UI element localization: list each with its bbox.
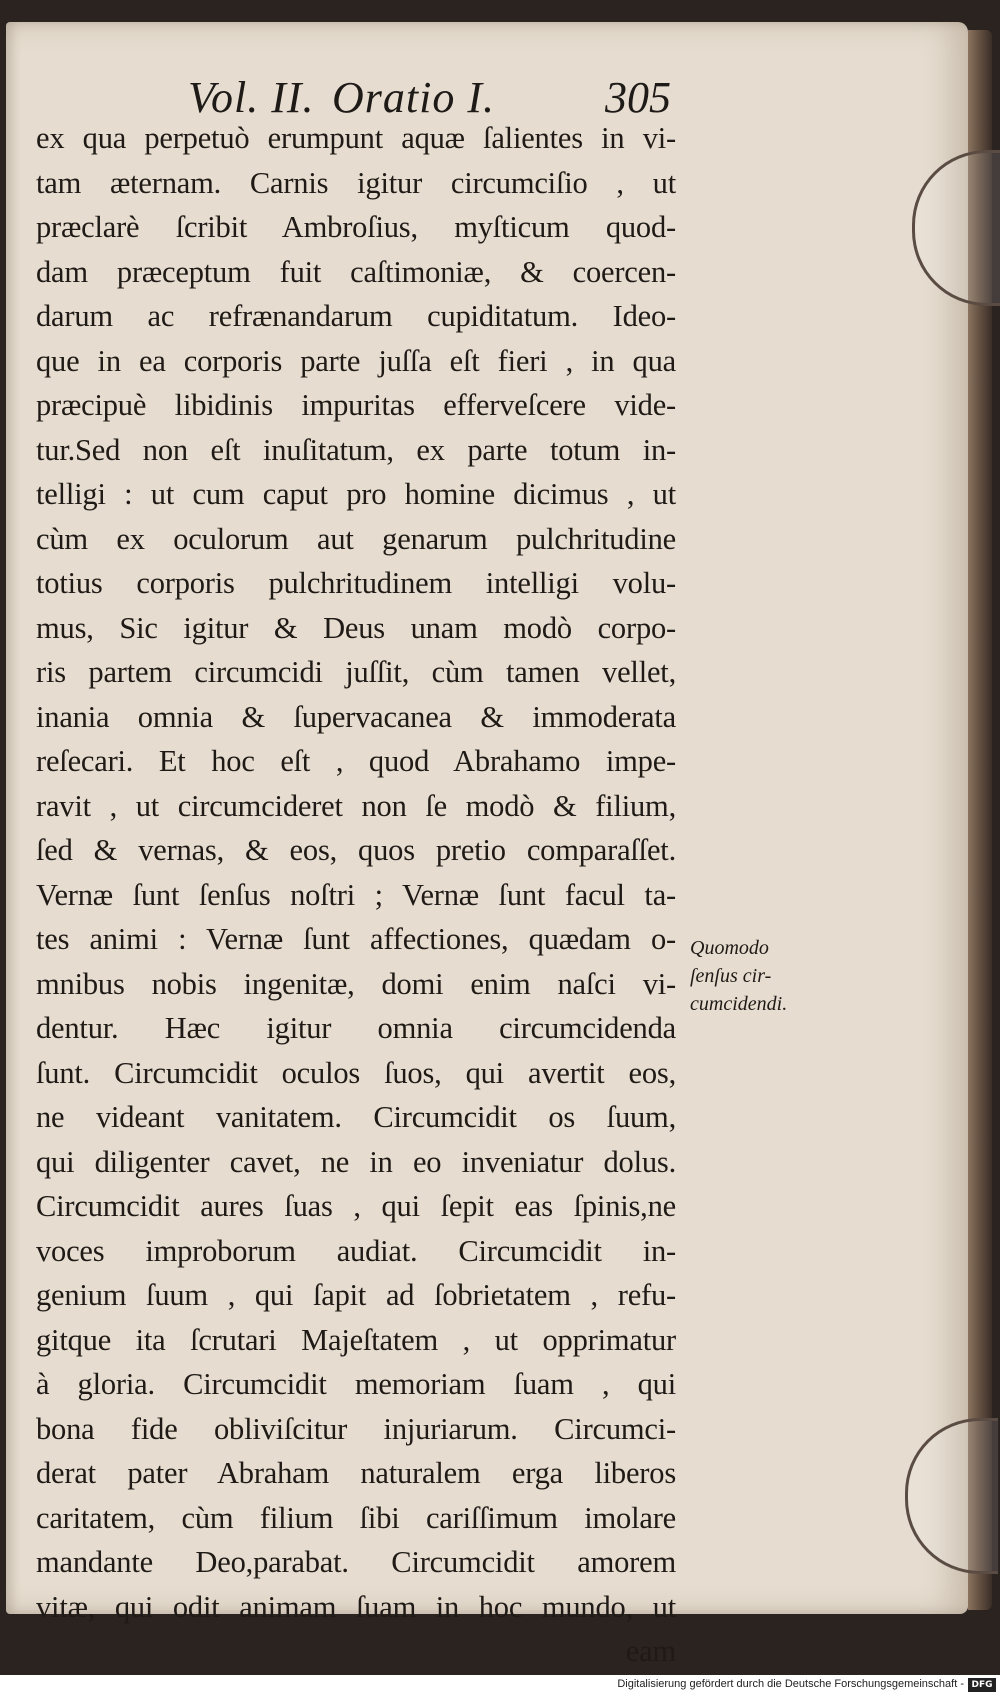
text-line: genium ſuum , qui ſapit ad ſobrietatem , refu- xyxy=(36,1278,676,1312)
page-number: 305 xyxy=(605,73,671,122)
marginal-note-line: ſenſus cir- xyxy=(690,965,772,987)
dfg-logo: DFG xyxy=(968,1678,996,1692)
text-line: Circumcidit aures ſuas , qui ſepit eas ſpinis,ne xyxy=(36,1189,676,1223)
text-line: voces improborum audiat. Circumcidit in- xyxy=(36,1233,676,1268)
text-line: præcipuè libidinis impuritas efferveſcere vide- xyxy=(36,388,676,422)
text-line: gitque ita ſcrutari Majeſtatem , ut opprimatur xyxy=(36,1322,676,1357)
marginal-note-line: Quomodo xyxy=(690,937,769,959)
text-line: Vernæ ſunt ſenſus noſtri ; Vernæ ſunt facul ta- xyxy=(36,877,676,912)
text-line: ris partem circumcidi juſſit, cùm tamen vellet, xyxy=(36,655,676,689)
text-line: dentur. Hæc igitur omnia circumcidenda xyxy=(36,1011,676,1045)
marginal-note xyxy=(690,934,860,1018)
text-line: caritatem, cùm filium ſibi cariſſimum imolare xyxy=(36,1500,676,1535)
text-line: mus, Sic igitur & Deus unam modò corpo- xyxy=(36,610,676,645)
text-line: cùm ex oculorum aut genarum pulchritudine xyxy=(36,521,676,556)
text-line: tam æternam. Carnis igitur circumciſio , ut xyxy=(36,165,676,200)
text-line: tur.Sed non eſt inuſitatum, ex parte totum in- xyxy=(36,432,676,467)
header-oratio: Oratio I. xyxy=(332,73,495,122)
text-line: bona fide obliviſcitur injuriarum. Circumci- xyxy=(36,1411,676,1446)
text-line: darum ac refrænandarum cupiditatum. Ideo- xyxy=(36,299,676,333)
funding-credit: Digitalisierung gefördert durch die Deutsche Forschungsgemeinschaft - xyxy=(617,1678,964,1690)
text-line: præclarè ſcribit Ambroſius, myſticum quod- xyxy=(36,210,676,244)
text-line: ſunt. Circumcidit oculos ſuos, qui avertit eos, xyxy=(36,1055,676,1090)
text-line: tes animi : Vernæ ſunt affectiones, quædam o- xyxy=(36,922,676,956)
digitization-footer xyxy=(0,1676,1000,1696)
text-line: totius corporis pulchritudinem intelligi volu- xyxy=(36,566,676,600)
text-line: ſed & vernas, & eos, quos pretio comparaſſet. xyxy=(36,833,676,867)
catchword: eam xyxy=(625,1634,676,1668)
text-line: à gloria. Circumcidit memoriam ſuam , qui xyxy=(36,1367,676,1401)
text-line: ravit , ut circumcideret non ſe modò & filium, xyxy=(36,788,676,823)
text-line: mnibus nobis ingenitæ, domi enim naſci vi- xyxy=(36,966,676,1001)
text-line: inania omnia & ſupervacanea & immoderata xyxy=(36,699,676,734)
text-line: dam præceptum fuit caſtimoniæ, & coercen- xyxy=(36,254,676,289)
text-line: ne videant vanitatem. Circumcidit os ſuum, xyxy=(36,1100,676,1134)
text-line: telligi : ut cum caput pro homine dicimus , ut xyxy=(36,477,676,511)
text-line: mandante Deo,parabat. Circumcidit amorem xyxy=(36,1545,676,1579)
text-line: que in ea corporis parte juſſa eſt fieri , in qua xyxy=(36,343,676,378)
text-line: qui diligenter cavet, ne in eo inveniatur dolus. xyxy=(36,1144,676,1179)
text-line: derat pater Abraham naturalem erga liberos xyxy=(36,1456,676,1490)
text-line: ex qua perpetuò erumpunt aquæ ſalientes in vi- xyxy=(36,121,676,155)
text-line: reſecari. Et hoc eſt , quod Abrahamo impe- xyxy=(36,744,676,778)
body-text xyxy=(36,116,676,1674)
marginal-note-line: cumcidendi. xyxy=(690,993,788,1015)
text-line: vitæ, qui odit animam ſuam in hoc mundo, ut xyxy=(36,1589,676,1624)
header-volume: Vol. II. xyxy=(188,73,315,122)
